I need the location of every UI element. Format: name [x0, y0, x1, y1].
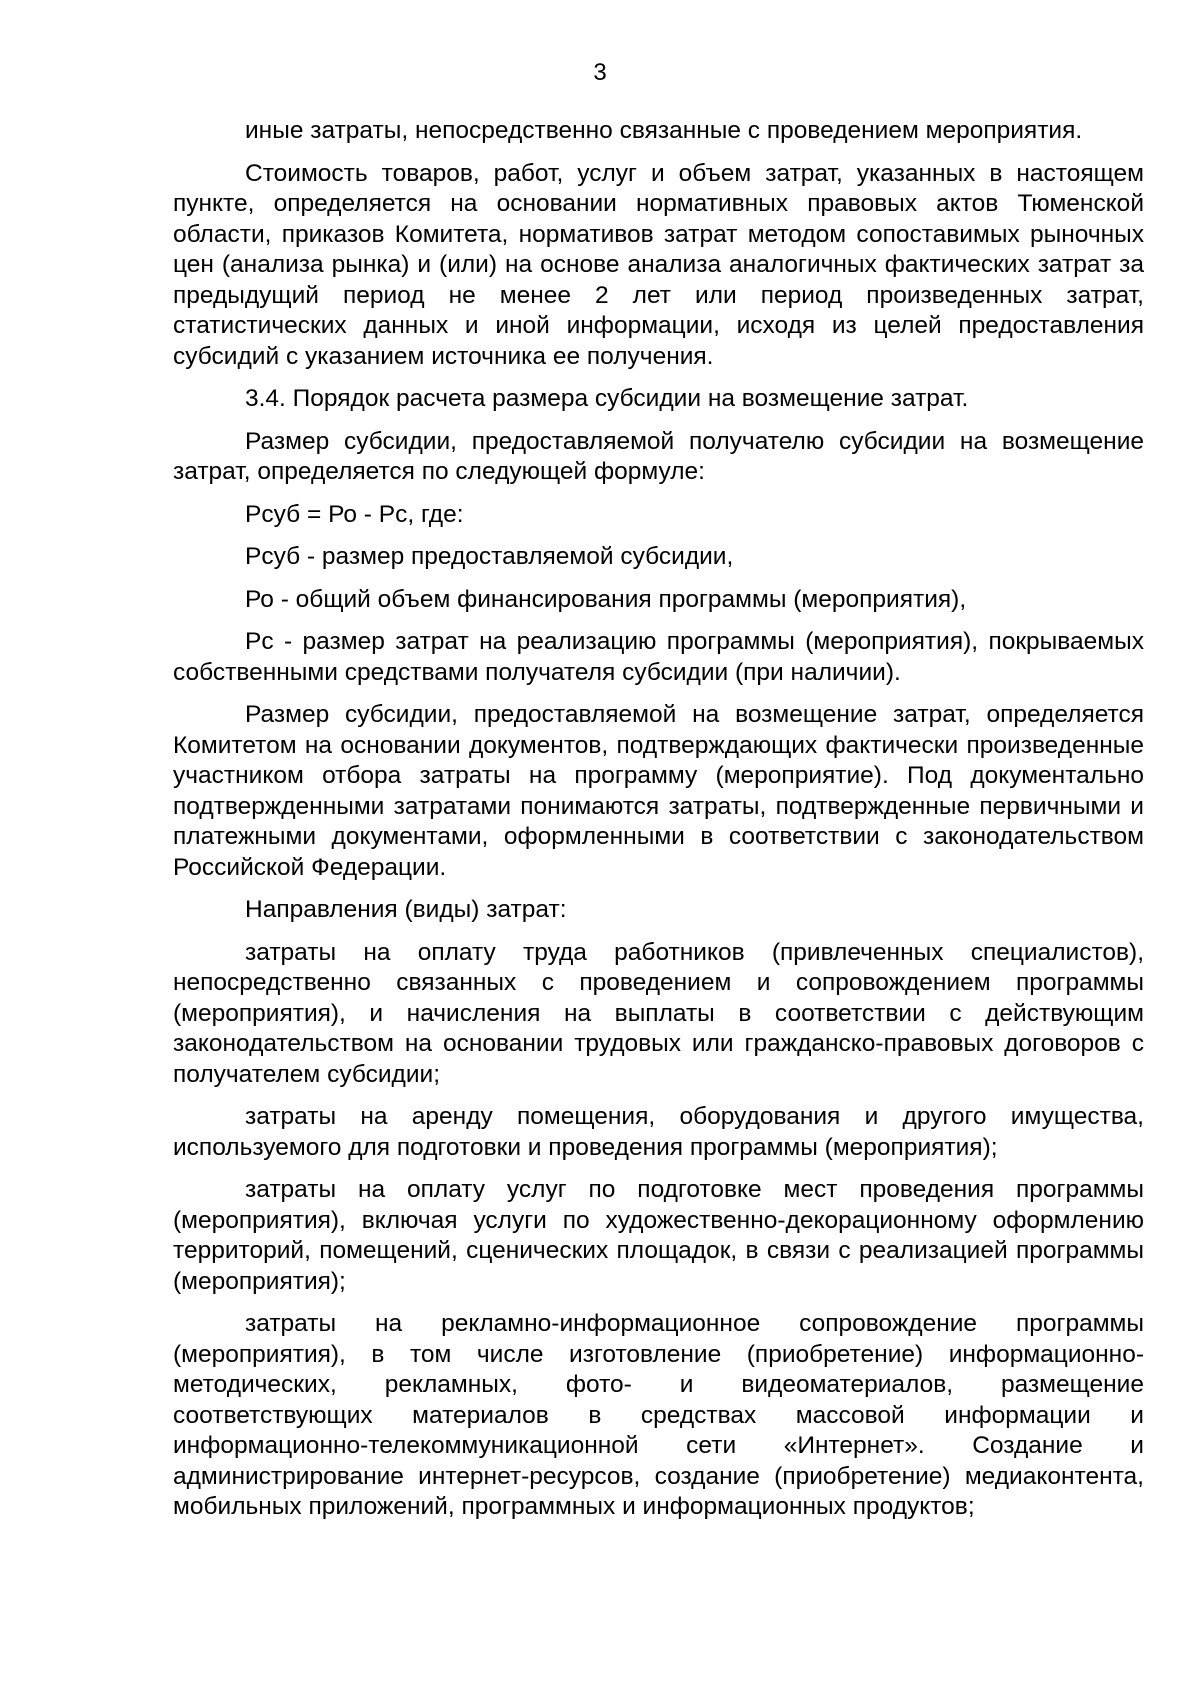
paragraph-other-costs: иные затраты, непосредственно связанные с проведением мероприятия.: [245, 117, 1083, 144]
list-item-labor-costs: затраты на оплату труда работников (привлеченных специалистов), непосредственно связанных с проведением и сопровождением программы (мероприятия), и начисления на выплаты в соответствии с действующим законодательством на основании трудовых или гражданско-правовых договоров с получателем субсидии;: [173, 938, 1144, 1088]
list-item-rent-costs: затраты на аренду помещения, оборудования и другого имущества, используемого для подготовки и проведения программы (мероприятия);: [173, 1103, 1144, 1161]
formula-definition-ro: Ро - общий объем финансирования программы (мероприятия),: [245, 585, 967, 613]
section-heading-3-4: 3.4. Порядок расчета размера субсидии на возмещение затрат.: [245, 385, 969, 412]
paragraph-documented-costs: Размер субсидии, предоставляемой на возмещение затрат, определяется Комитетом на основании документов, подтверждающих фактически произведенные участником отбора затраты на программу (мероприятие). Под документально подтвержденными затратами понимаются затраты, подтвержденные первичными и платежными документами, оформленными в соответствии с законодательством Российской Федерации.: [173, 701, 1144, 881]
formula-definition-rsub: Рсуб - размер предоставляемой субсидии,: [245, 543, 734, 570]
paragraph-cost-determination: Стоимость товаров, работ, услуг и объем затрат, указанных в настоящем пункте, определяется на основании нормативных правовых актов Тюменской области, приказов Комитета, нормативов затрат методом сопоставимых рыночных цен (анализа рынка) и (или) на основе анализа аналогичных фактических затрат за предыдущий период не менее 2 лет или период произведенных затрат, статистических данных и иной информации, исходя из целей предоставления субсидий с указанием источника ее получения.: [173, 159, 1144, 370]
formula: Рсуб = Ро - Рс, где:: [245, 500, 464, 528]
paragraph-subsidy-size: Размер субсидии, предоставляемой получателю субсидии на возмещение затрат, определяется по следующей формуле:: [173, 427, 1144, 485]
document-body: [173, 116, 1144, 1535]
list-item-venue-costs: затраты на оплату услуг по подготовке мест проведения программы (мероприятия), включая услуги по художественно-декорационному оформлению территорий, помещений, сценических площадок, в связи с реализацией программы (мероприятия);: [173, 1176, 1144, 1295]
formula-definition-rc: Рс - размер затрат на реализацию программы (мероприятия), покрываемых собственными средствами получателя субсидии (при наличии).: [173, 628, 1144, 686]
list-item-advertising-costs: затраты на рекламно-информационное сопровождение программы (мероприятия), в том числе изготовление (приобретение) информационно-методических, рекламных, фото- и видеоматериалов, размещение соответствующих материалов в средствах массовой информации и информационно-телекоммуникационной сети «Интернет». Создание и администрирование интернет-ресурсов, создание (приобретение) медиаконтента, мобильных приложений, программных и информационных продуктов;: [173, 1310, 1144, 1520]
page-number: 3: [593, 59, 607, 86]
paragraph-cost-directions: Направления (виды) затрат:: [245, 896, 567, 923]
